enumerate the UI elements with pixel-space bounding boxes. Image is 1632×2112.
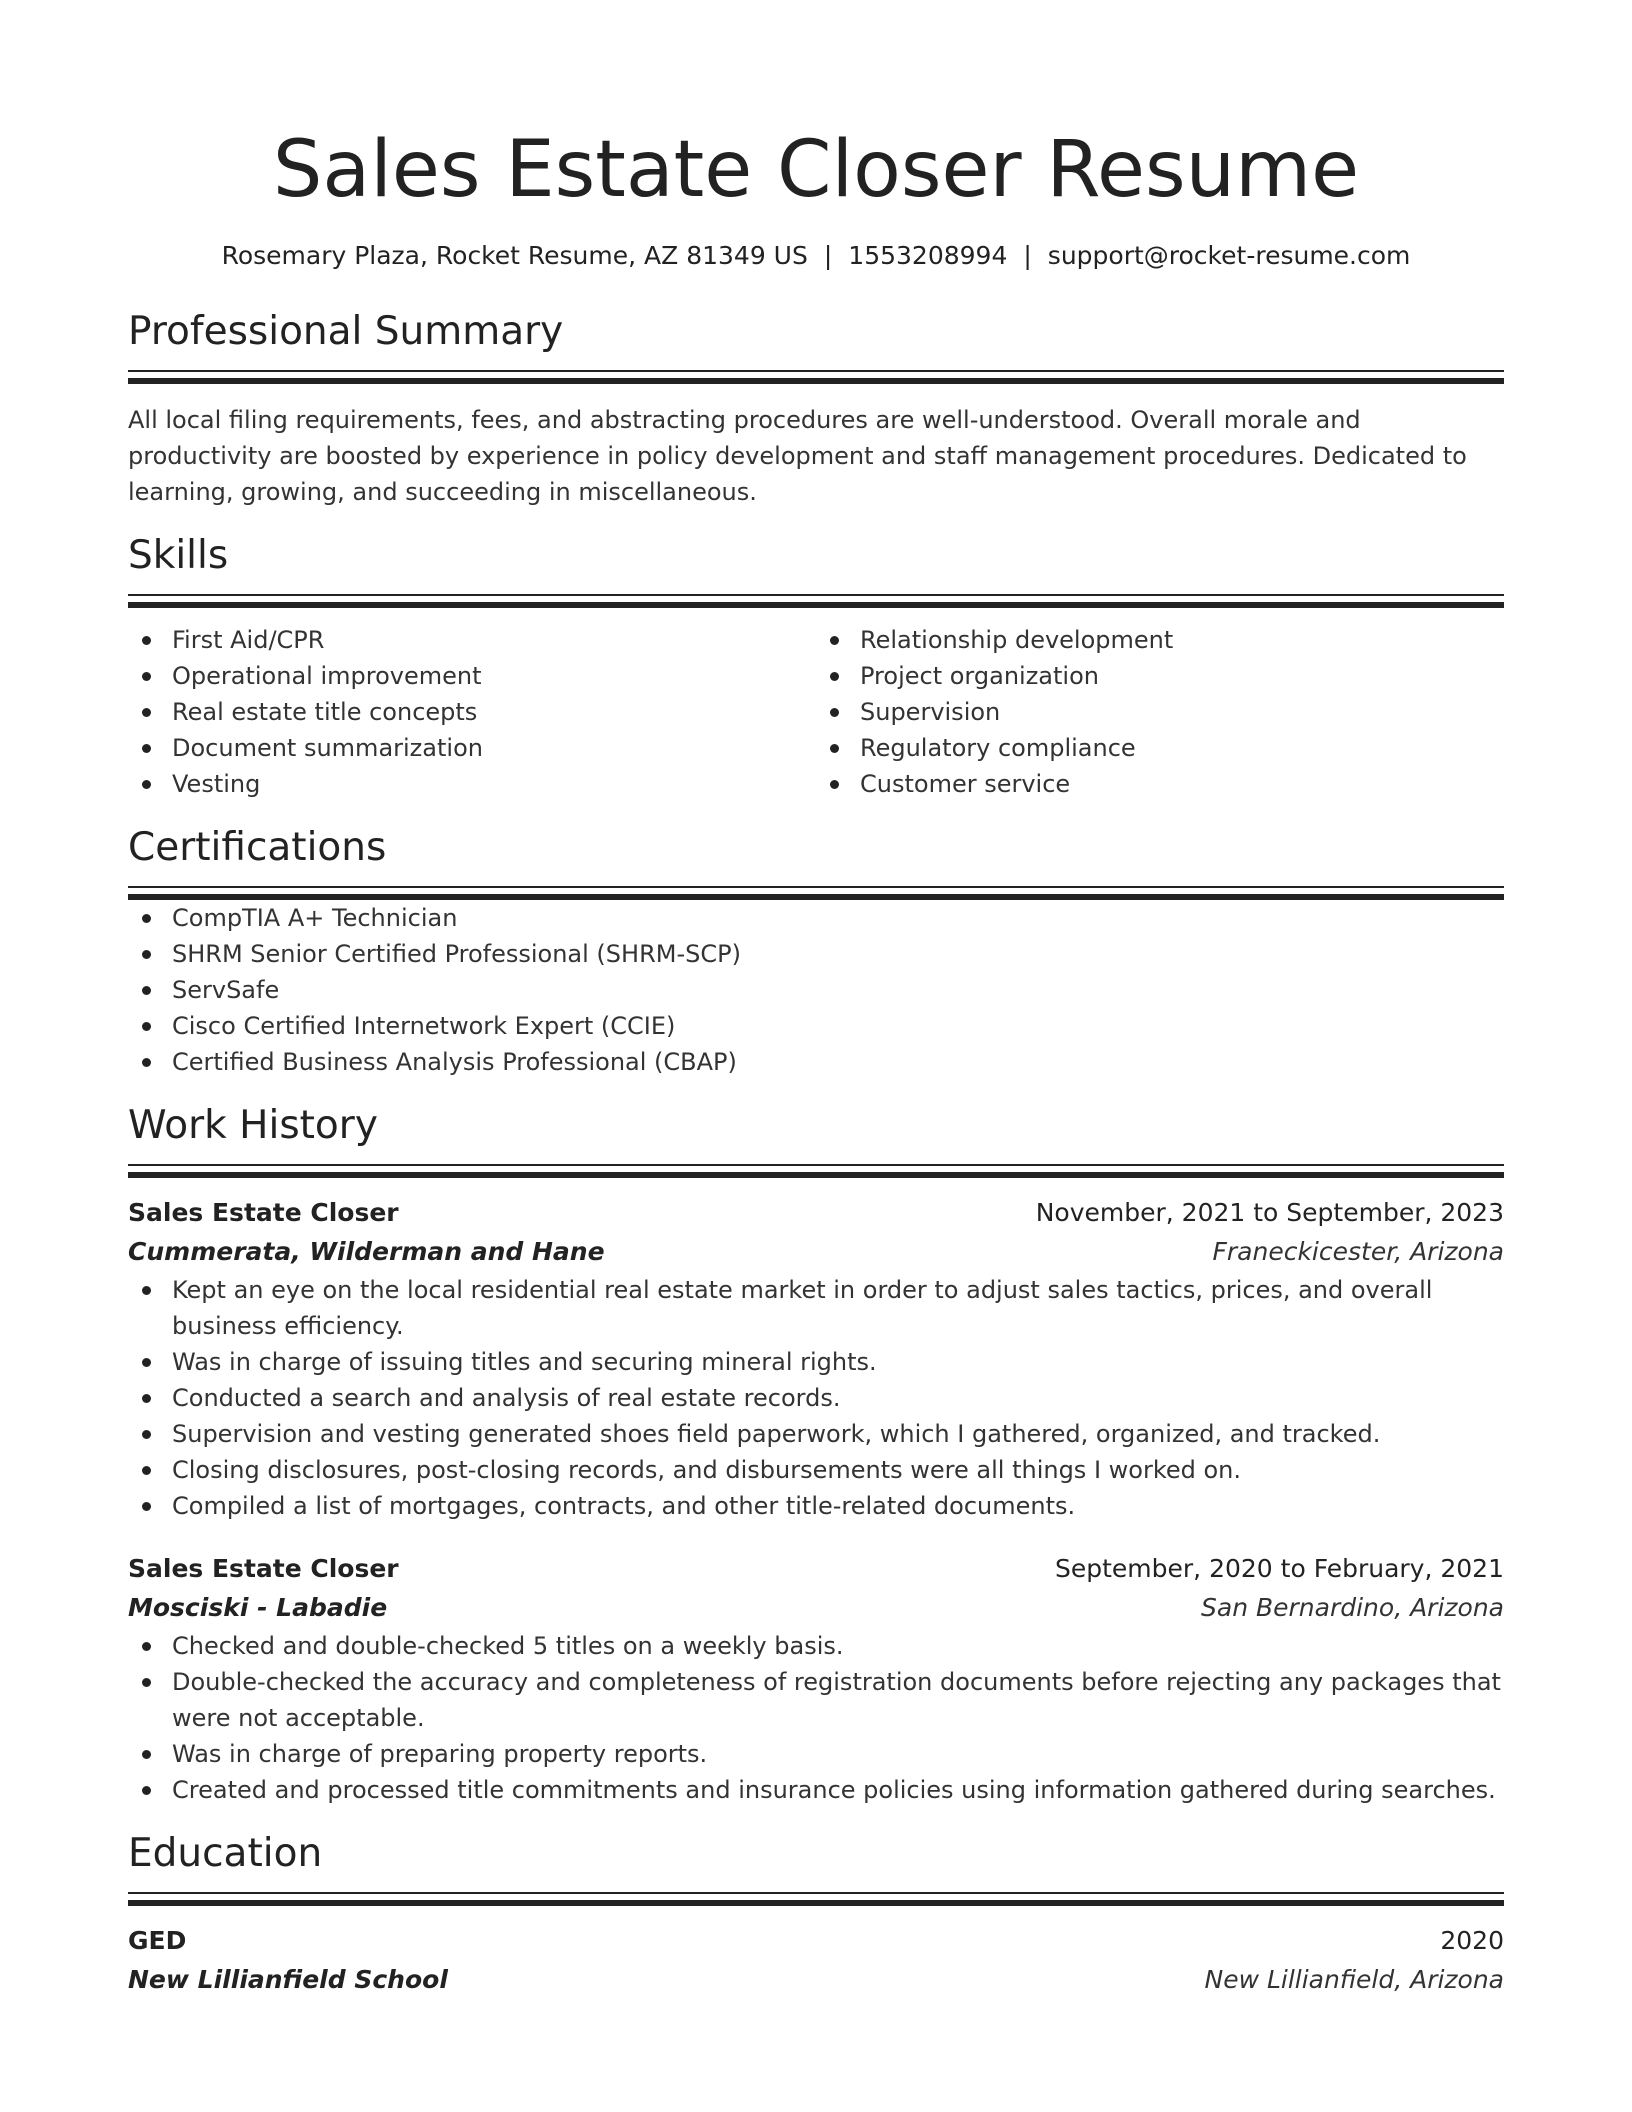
bullet-icon [142, 1678, 151, 1687]
job-title: Sales Estate Closer [128, 1198, 399, 1227]
job-duties-list [128, 1628, 1504, 1808]
job-duty [128, 1488, 1504, 1524]
job-duty-text: Supervision and vesting generated shoes field paperwork, which I gathered, organized, and tracked. [172, 1420, 1381, 1448]
skill-item [816, 658, 1504, 694]
education-school-row [128, 1960, 1504, 2000]
skill-label: Project organization [860, 662, 1099, 690]
skill-label: Regulatory compliance [860, 734, 1136, 762]
job-duty [128, 1380, 1504, 1416]
job-company-row [128, 1232, 1504, 1272]
bullet-icon [142, 1430, 151, 1439]
work-history-heading: Work History [128, 1103, 378, 1148]
job-duty [128, 1416, 1504, 1452]
education-degree: GED [128, 1926, 187, 1955]
bullet-icon [142, 708, 151, 717]
skill-item [128, 658, 816, 694]
job-entry [128, 1194, 1504, 1524]
bullet-icon [830, 744, 839, 753]
skills-column-left [128, 622, 816, 802]
skill-item [128, 622, 816, 658]
skill-item [128, 730, 816, 766]
job-title: Sales Estate Closer [128, 1554, 399, 1583]
job-duty [128, 1344, 1504, 1380]
education-degree-row [128, 1922, 1504, 1960]
certification-label: ServSafe [172, 976, 280, 1004]
bullet-icon [142, 1286, 151, 1295]
job-duty-text: Checked and double-checked 5 titles on a weekly basis. [172, 1632, 844, 1660]
bullet-icon [142, 1022, 151, 1031]
skill-label: Document summarization [172, 734, 483, 762]
skill-item [816, 622, 1504, 658]
skill-label: Operational improvement [172, 662, 482, 690]
certification-label: Cisco Certified Internetwork Expert (CCIE) [172, 1012, 676, 1040]
contact-address: Rosemary Plaza, Rocket Resume, AZ 81349 US [221, 241, 808, 270]
skill-item [816, 694, 1504, 730]
certification-item [128, 900, 1504, 936]
bullet-icon [142, 1786, 151, 1795]
education-entry [128, 1922, 1504, 2000]
job-duty-text: Kept an eye on the local residential real estate market in order to adjust sales tactics, prices, and overall business efficiency. [172, 1276, 1433, 1340]
contact-separator: | [823, 241, 833, 270]
summary-heading: Professional Summary [128, 309, 564, 354]
bullet-icon [142, 914, 151, 923]
job-location: Franeckicester, Arizona [1212, 1237, 1504, 1266]
bullet-icon [142, 1058, 151, 1067]
job-duties-list [128, 1272, 1504, 1524]
job-duty [128, 1664, 1504, 1736]
job-entry [128, 1550, 1504, 1808]
job-dates: November, 2021 to September, 2023 [1035, 1198, 1504, 1227]
bullet-icon [142, 1394, 151, 1403]
bullet-icon [142, 780, 151, 789]
bullet-icon [142, 1358, 151, 1367]
skills-section [128, 532, 1504, 802]
skills-heading: Skills [128, 533, 229, 578]
bullet-icon [142, 744, 151, 753]
section-divider [128, 1892, 1504, 1906]
job-duty-text: Created and processed title commitments and insurance policies using information gathered during searches. [172, 1776, 1496, 1804]
summary-text: All local filing requirements, fees, and abstracting procedures are well-understood. Overall morale and productivity are boosted by experience in policy development and staff management procedures. Dedicated to learning, growing, and succeeding in miscellaneous. [128, 406, 1467, 506]
bullet-icon [142, 1642, 151, 1651]
bullet-icon [830, 780, 839, 789]
bullet-icon [142, 1750, 151, 1759]
skill-label: Vesting [172, 770, 261, 798]
section-divider [128, 1164, 1504, 1178]
bullet-icon [142, 672, 151, 681]
education-section [128, 1830, 1504, 2000]
summary-section [128, 308, 1504, 510]
education-year: 2020 [1440, 1926, 1504, 1955]
bullet-icon [142, 1502, 151, 1511]
job-duty-text: Closing disclosures, post-closing records, and disbursements were all things I worked on. [172, 1456, 1242, 1484]
bullet-icon [830, 708, 839, 717]
job-duty-text: Compiled a list of mortgages, contracts, and other title-related documents. [172, 1492, 1076, 1520]
education-location: New Lillianfield, Arizona [1204, 1965, 1504, 1994]
page-title: Sales Estate Closer Resume [272, 125, 1360, 215]
bullet-icon [142, 986, 151, 995]
job-title-row [128, 1194, 1504, 1232]
contact-email: support@rocket-resume.com [1047, 241, 1411, 270]
job-location: San Bernardino, Arizona [1201, 1593, 1504, 1622]
section-divider [128, 370, 1504, 384]
job-company: Cummerata, Wilderman and Hane [128, 1237, 605, 1266]
skill-label: Real estate title concepts [172, 698, 478, 726]
certification-label: Certified Business Analysis Professional (CBAP) [172, 1048, 737, 1076]
bullet-icon [830, 672, 839, 681]
contact-separator: | [1023, 241, 1032, 270]
bullet-icon [142, 950, 151, 959]
contact-phone: 1553208994 [848, 241, 1008, 270]
certification-item [128, 1044, 1504, 1080]
job-dates: September, 2020 to February, 2021 [1055, 1554, 1504, 1583]
certification-label: SHRM Senior Certified Professional (SHRM-SCP) [172, 940, 741, 968]
education-school: New Lillianfield School [128, 1965, 448, 1994]
skill-item [128, 694, 816, 730]
job-company: Mosciski - Labadie [128, 1593, 388, 1622]
skill-item [816, 766, 1504, 802]
section-divider [128, 886, 1504, 900]
bullet-icon [830, 636, 839, 645]
bullet-icon [142, 1466, 151, 1475]
job-duty-text: Was in charge of preparing property reports. [172, 1740, 708, 1768]
job-duty [128, 1452, 1504, 1488]
contact-line [128, 240, 1504, 272]
skill-label: Supervision [860, 698, 1001, 726]
skills-column-right [816, 622, 1504, 802]
certification-item [128, 936, 1504, 972]
job-company-row [128, 1588, 1504, 1628]
certifications-list [128, 900, 1504, 1080]
job-duty [128, 1628, 1504, 1664]
skills-grid [128, 622, 1504, 802]
job-duty [128, 1272, 1504, 1344]
job-duty-text: Double-checked the accuracy and completeness of registration documents before rejecting any packages that were not acceptable. [172, 1668, 1501, 1732]
skill-item [128, 766, 816, 802]
certifications-heading: Certifications [128, 825, 387, 870]
skill-item [816, 730, 1504, 766]
section-divider [128, 594, 1504, 608]
skill-label: Relationship development [860, 626, 1174, 654]
certification-item [128, 972, 1504, 1008]
job-duty [128, 1736, 1504, 1772]
certifications-section [128, 824, 1504, 1080]
education-heading: Education [128, 1831, 323, 1876]
certification-item [128, 1008, 1504, 1044]
skill-label: First Aid/CPR [172, 626, 325, 654]
certification-label: CompTIA A+ Technician [172, 904, 458, 932]
job-duty [128, 1772, 1504, 1808]
work-history-section [128, 1102, 1504, 1808]
job-title-row [128, 1550, 1504, 1588]
job-duty-text: Was in charge of issuing titles and securing mineral rights. [172, 1348, 877, 1376]
bullet-icon [142, 636, 151, 645]
job-duty-text: Conducted a search and analysis of real estate records. [172, 1384, 841, 1412]
skill-label: Customer service [860, 770, 1071, 798]
